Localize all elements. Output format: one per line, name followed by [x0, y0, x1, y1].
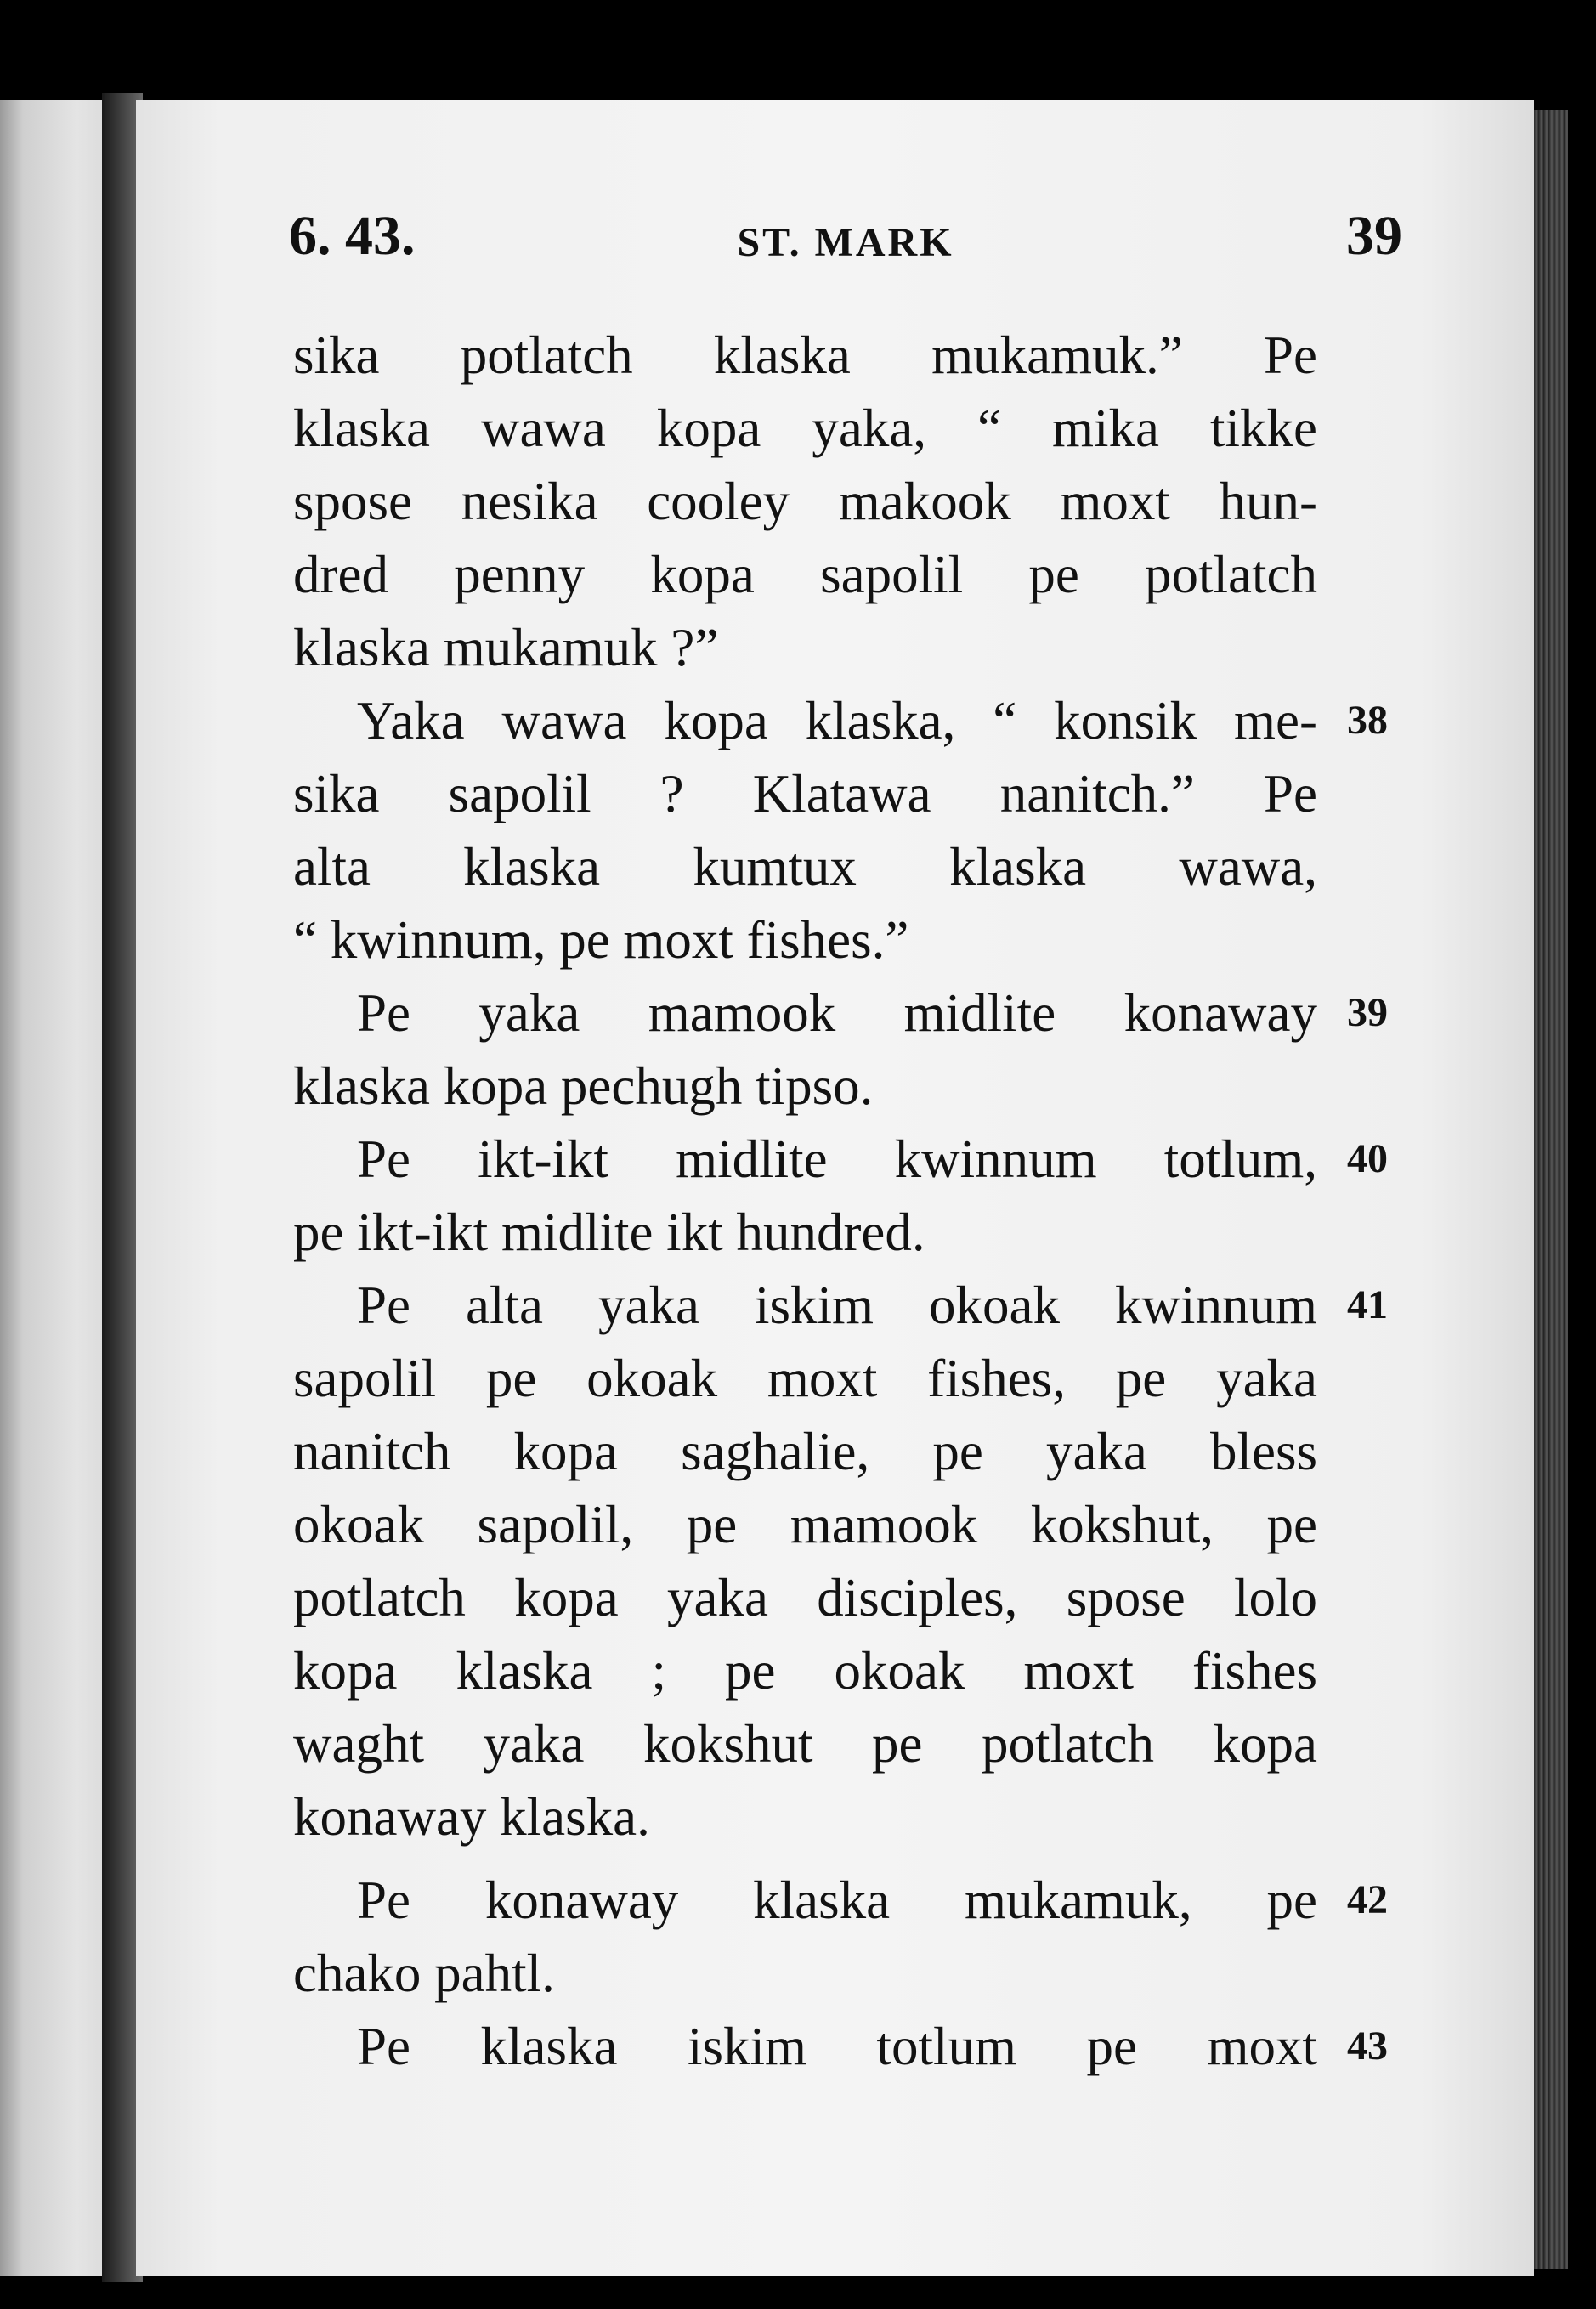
- verse-number: 39: [1347, 990, 1388, 1035]
- text-line: klaska kopa pechugh tipso.: [293, 1056, 874, 1116]
- verse-number: 40: [1347, 1136, 1388, 1181]
- text-line: Pe klaska iskim totlum pe moxt: [357, 2017, 1317, 2076]
- text-line: waght yaka kokshut pe potlatch kopa: [293, 1714, 1317, 1774]
- chapter-verse-reference: 6. 43.: [289, 205, 416, 267]
- text-line: klaska wawa kopa yaka, “ mika tikke: [293, 399, 1317, 458]
- text-line: Pe alta yaka iskim okoak kwinnum: [357, 1276, 1317, 1335]
- text-line: alta klaska kumtux klaska wawa,: [293, 837, 1317, 897]
- text-line: sika sapolil ? Klatawa nanitch.” Pe: [293, 764, 1317, 823]
- running-header: [289, 204, 1402, 280]
- verse-number: 41: [1347, 1282, 1388, 1327]
- text-line: okoak sapolil, pe mamook kokshut, pe: [293, 1495, 1317, 1554]
- page-number: 39: [1346, 205, 1402, 267]
- text-line: klaska mukamuk ?”: [293, 618, 719, 677]
- text-line: potlatch kopa yaka disciples, spose lolo: [293, 1568, 1317, 1627]
- text-line: sika potlatch klaska mukamuk.” Pe: [293, 325, 1317, 385]
- text-line: Yaka wawa kopa klaska, “ konsik me-: [357, 691, 1317, 750]
- verse-number: 43: [1347, 2023, 1388, 2068]
- text-line: “ kwinnum, pe moxt fishes.”: [293, 910, 909, 970]
- text-line: Pe konaway klaska mukamuk, pe: [357, 1870, 1317, 1930]
- text-line: sapolil pe okoak moxt fishes, pe yaka: [293, 1349, 1317, 1408]
- verse-number: 42: [1347, 1877, 1388, 1922]
- verse-number: 38: [1347, 698, 1388, 743]
- page-stack-edge: [1534, 110, 1568, 2269]
- book-title: ST. MARK: [737, 220, 954, 265]
- text-line: kopa klaska ; pe okoak moxt fishes: [293, 1641, 1317, 1701]
- text-line: pe ikt-ikt midlite ikt hundred.: [293, 1203, 925, 1262]
- text-line: spose nesika cooley makook moxt hun-: [293, 472, 1317, 531]
- text-line: nanitch kopa saghalie, pe yaka bless: [293, 1422, 1317, 1481]
- text-line: dred penny kopa sapolil pe potlatch: [293, 545, 1317, 604]
- text-line: konaway klaska.: [293, 1787, 650, 1847]
- text-line: Pe ikt-ikt midlite kwinnum totlum,: [357, 1129, 1317, 1189]
- text-line: Pe yaka mamook midlite konaway: [357, 983, 1317, 1043]
- text-line: chako pahtl.: [293, 1944, 555, 2003]
